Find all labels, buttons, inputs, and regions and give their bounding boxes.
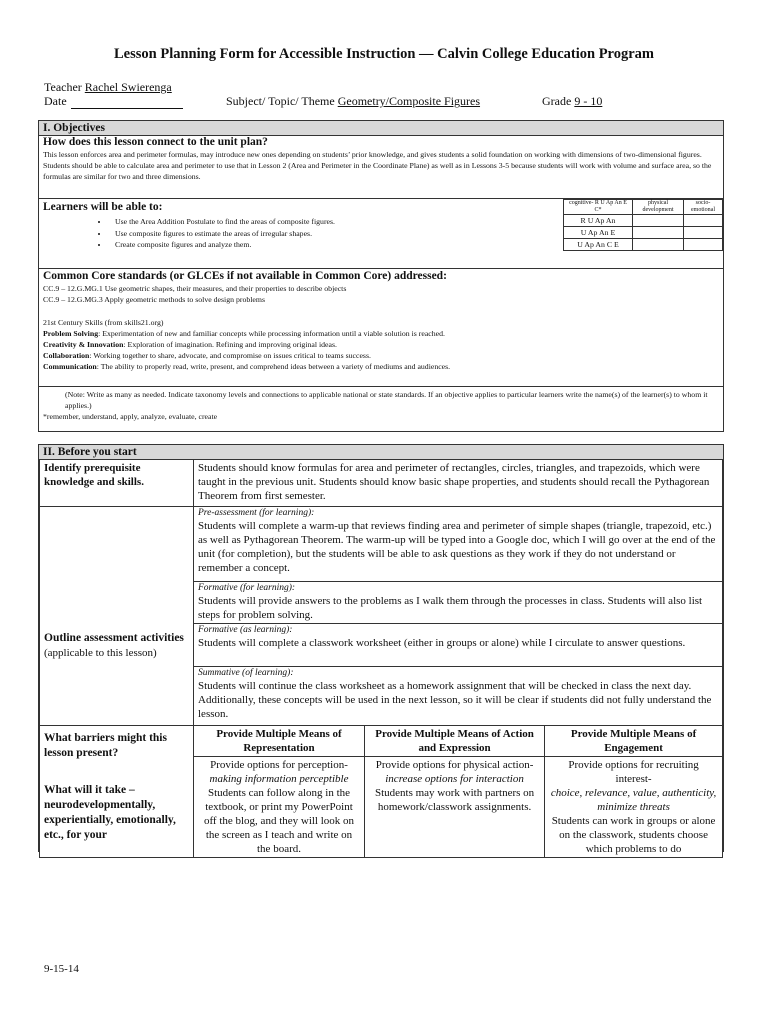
subject-value: Geometry/Composite Figures — [337, 94, 481, 108]
prereq-label: Identify prerequisite knowledge and skills. — [40, 460, 194, 507]
date-field[interactable] — [71, 97, 183, 109]
unit-connection — [39, 136, 723, 199]
udl-engagement — [545, 757, 723, 858]
assessment-sub: (applicable to this lesson) — [44, 647, 157, 659]
note-block — [39, 387, 723, 422]
before-section — [38, 444, 724, 855]
prereq-text: Students should know formulas for area and perimeter of rectangles, circles, triangles, and trapezoids, which were taught in the previous unit. Students should know basic shape properties, and students should recall the Pythagorean Theorem from first semester. — [194, 460, 723, 507]
udl-header-representation: Provide Multiple Means of Representation — [194, 726, 365, 757]
teacher-line — [44, 80, 172, 95]
grade-line — [542, 94, 602, 109]
standard-line: CC.9 – 12.G.MG.1 Use geometric shapes, their measures, and their properties to describe objects — [43, 284, 347, 293]
assessment-text: Students will provide answers to the problems as I walk them through the processes in class. Students will also list steps for problem solving. — [198, 595, 703, 621]
subject-label: Subject/ Topic/ Theme — [226, 94, 335, 108]
barriers-cell — [40, 726, 194, 858]
connect-question: How does this lesson connect to the unit plan? — [43, 136, 268, 148]
cognitive-level: R U Ap An — [564, 215, 633, 227]
assessment-type: Formative (as learning): — [198, 625, 293, 635]
taxonomy-footnote: *remember, understand, apply, analyze, evaluate, create — [43, 412, 218, 421]
udl-lead: Provide options for recruiting interest- — [568, 759, 699, 785]
assessment-pre — [194, 507, 723, 582]
subject-line — [226, 94, 480, 109]
skill-text: : Working together to share, advocate, and compromise on issues critical to teams success. — [89, 351, 371, 360]
date-line — [44, 94, 183, 109]
assessment-label-cell — [40, 507, 194, 726]
skill-line — [39, 361, 723, 372]
barriers-label: What barriers might this lesson present? — [44, 732, 167, 759]
standard-line: CC.9 – 12.G.MG.3 Apply geometric methods to solve design problems — [43, 295, 265, 304]
assessment-formative-as — [194, 624, 723, 667]
teacher-label: Teacher — [44, 80, 82, 94]
physical-cell[interactable] — [633, 227, 684, 239]
assessment-type: Summative (of learning): — [198, 668, 294, 678]
grade-label: Grade — [542, 94, 572, 108]
before-table — [39, 459, 723, 858]
udl-lead: Provide options for physical action- — [375, 759, 534, 771]
objective-item: • Use the Area Addition Postulate to find the areas of composite figures. — [109, 216, 723, 228]
skill-line — [39, 328, 723, 339]
socio-cell[interactable] — [684, 227, 723, 239]
before-heading: II. Before you start — [39, 445, 723, 460]
udl-italic: making information perceptible — [209, 773, 349, 785]
physical-header: physical development — [633, 200, 684, 215]
learners-block — [39, 199, 723, 269]
assessment-type: Formative (for learning): — [198, 583, 296, 593]
skill-text: : Experimentation of new and familiar concepts while processing information until a viable solution is reached. — [98, 329, 445, 338]
udl-text: Students can follow along in the textbook, or print my PowerPoint off the blog, and they will look on the screen as I teach and write on the board. — [203, 787, 355, 855]
standards-question: Common Core standards (or GLCEs if not available in Common Core) addressed: — [43, 270, 447, 282]
assessment-summative — [194, 667, 723, 726]
take-label: What will it take – neurodevelopmentally, experientially, emotionally, etc., for your — [44, 784, 176, 841]
footer-date: 9-15-14 — [44, 963, 79, 975]
physical-cell[interactable] — [633, 215, 684, 227]
learners-question: Learners will be able to: — [43, 201, 163, 213]
assessment-text: Students will complete a classwork worksheet (either in groups or alone) while I circulate to answer questions. — [198, 637, 686, 649]
skills-title: 21st Century Skills (from skills21.org) — [43, 318, 164, 327]
socio-header: socio-emotional — [684, 200, 723, 215]
objective-item: • Create composite figures and analyze them. — [109, 239, 723, 251]
cognitive-level: U Ap An E — [564, 227, 633, 239]
skill-name: Creativity & Innovation — [43, 340, 124, 349]
physical-cell[interactable] — [633, 239, 684, 251]
socio-cell[interactable] — [684, 215, 723, 227]
date-label: Date — [44, 94, 67, 108]
assessment-label: Outline assessment activities — [44, 632, 184, 644]
udl-italic: increase options for interaction — [385, 773, 524, 785]
skill-line — [39, 350, 723, 361]
skill-text: : Exploration of imagination. Refining and improving original ideas. — [123, 340, 337, 349]
udl-lead: Provide options for perception- — [210, 759, 348, 771]
note-text: (Note: Write as many as needed. Indicate taxonomy levels and connections to applicable national or state standards. If an objective applies to particular learners write the name(s) of the learner(s) to whom it applies.) — [65, 390, 708, 410]
assessment-text: Students will continue the class worksheet as a homework assignment that will be checked in class the next day. Additionally, these concepts will be used in the next lesson, so it will be clear if students did not fully understand the lesson. — [198, 680, 712, 720]
udl-text: Students may work with partners on homework/classwork assignments. — [374, 787, 535, 813]
udl-italic: choice, relevance, value, authenticity, minimize threats — [550, 787, 717, 813]
assessment-text: Students will complete a warm-up that reviews finding area and perimeter of simple shapes (triangle, trapezoid, etc.) as well as Pythagorean Theorem. The warm-up will be typed into a Google doc, which I will go over at the end of the unit (for completion), but the students will be able to ask questions as they work if they do not understand or remember a concept. — [198, 520, 716, 574]
connect-text: This lesson enforces area and perimeter formulas, may introduce new ones depending on students’ prior knowledge, and gives students a solid foundation on working with dimensions of two-dimensional figures. Students should be able to calculate area and perimeter to use that in Lesson 2 (Area and Perimeter in the Coordinate Plane) as well as in Lessons 3-5 because students will work with volume and surface area, so the formulas are similar for two and three dimensions. — [43, 150, 712, 181]
udl-representation — [194, 757, 365, 858]
cognitive-header: cognitive- R U Ap An E C* — [564, 200, 633, 215]
skill-line — [39, 339, 723, 350]
udl-text: Students can work in groups or alone on the classwork, students choose which problems to do — [551, 815, 716, 855]
udl-action — [365, 757, 545, 858]
skill-name: Communication — [43, 362, 97, 371]
objectives-section — [38, 120, 724, 432]
skill-text: : The ability to properly read, write, present, and comprehend ideas between a variety of mediums and audiences. — [96, 362, 451, 371]
assessment-type: Pre-assessment (for learning): — [198, 508, 315, 518]
teacher-name: Rachel Swierenga — [84, 80, 172, 94]
objective-item: • Use composite figures to estimate the areas of irregular shapes. — [109, 228, 723, 240]
objectives-heading: I. Objectives — [39, 121, 723, 136]
socio-cell[interactable] — [684, 239, 723, 251]
assessment-formative-for — [194, 582, 723, 624]
taxonomy-table — [563, 199, 723, 251]
udl-header-engagement: Provide Multiple Means of Engagement — [545, 726, 723, 757]
skill-name: Problem Solving — [43, 329, 99, 338]
udl-header-action: Provide Multiple Means of Action and Expression — [365, 726, 545, 757]
skill-name: Collaboration — [43, 351, 90, 360]
grade-value: 9 - 10 — [574, 94, 603, 108]
standards-block — [39, 269, 723, 387]
form-title: Lesson Planning Form for Accessible Instruction — Calvin College Education Program — [114, 46, 654, 62]
cognitive-level: U Ap An C E — [564, 239, 633, 251]
